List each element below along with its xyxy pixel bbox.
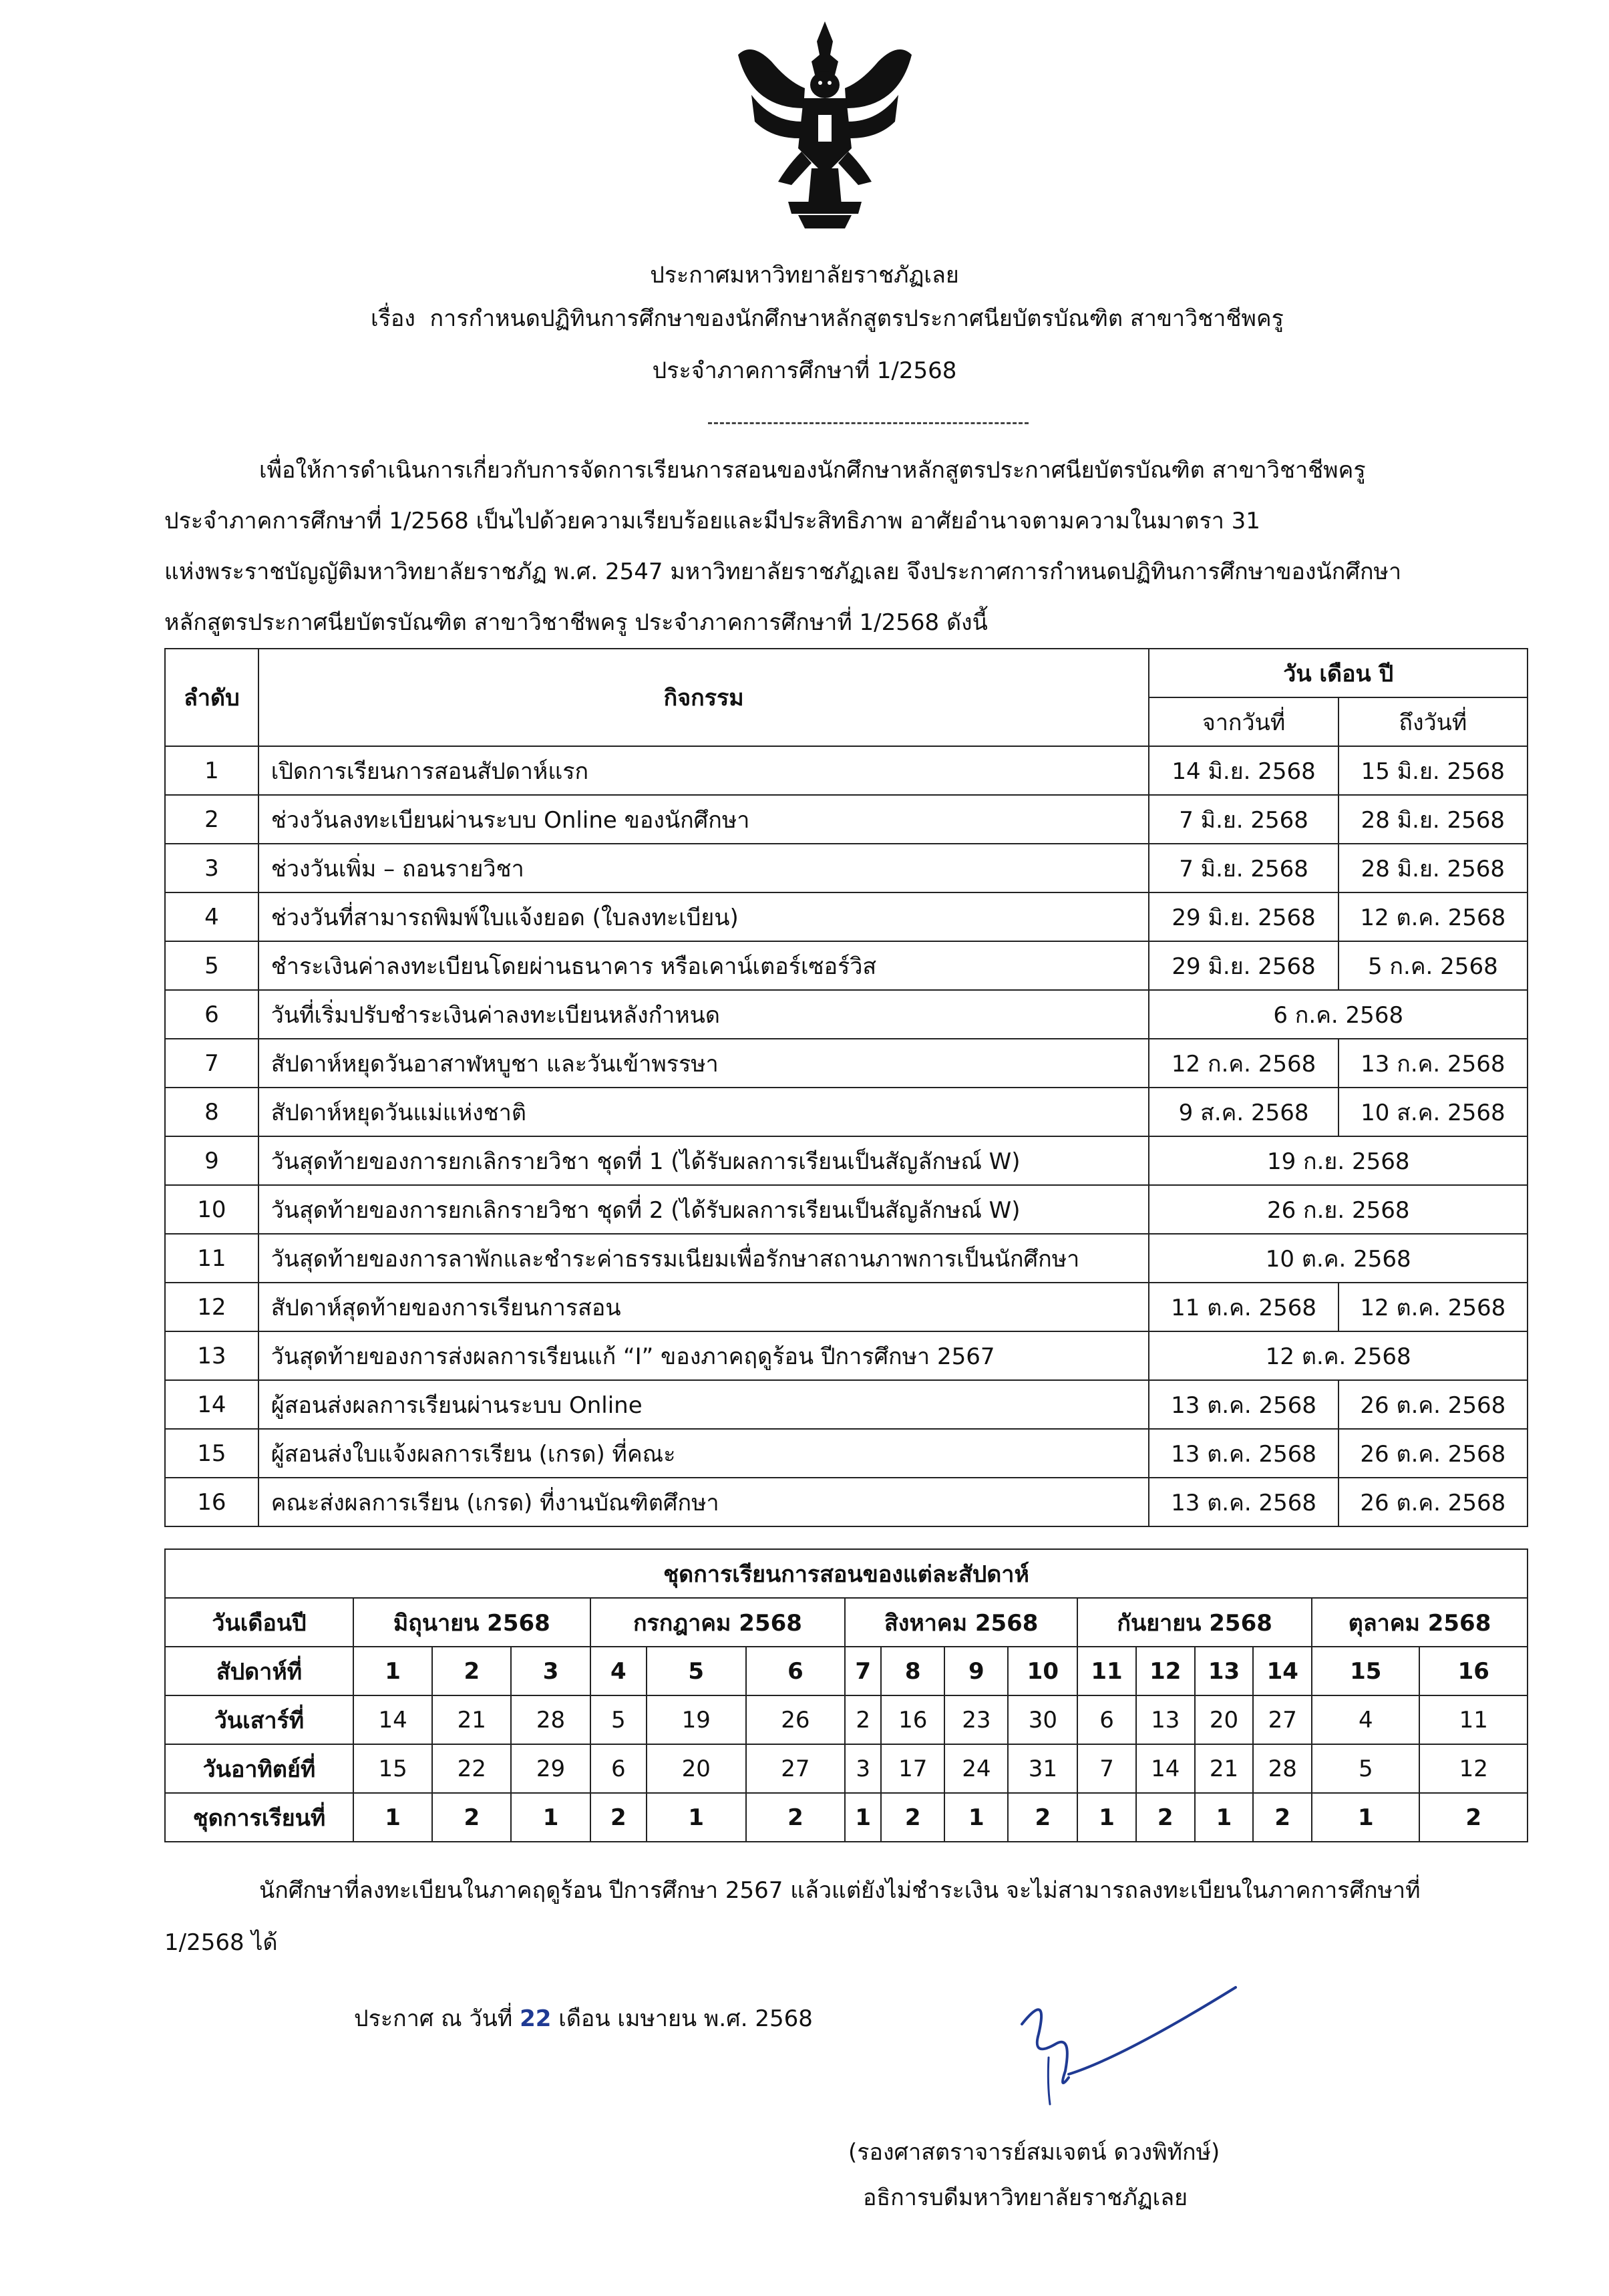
set-cell: 1 (647, 1793, 746, 1842)
row-date-to: 26 ต.ค. 2568 (1338, 1478, 1528, 1526)
week-number-cell: 1 (353, 1647, 432, 1695)
row-date-from: 13 ต.ค. 2568 (1149, 1478, 1338, 1526)
row-number: 6 (165, 990, 258, 1039)
header-from: จากวันที่ (1149, 697, 1338, 746)
table-row (165, 990, 1528, 1039)
announce-prefix: ประกาศ ณ วันที่ (354, 2005, 513, 2032)
row-activity: วันที่เริ่มปรับชำระเงินค่าลงทะเบียนหลังกำหนด (258, 990, 1149, 1039)
week-number-cell: 10 (1008, 1647, 1077, 1695)
table-row (165, 941, 1528, 990)
subject-label: เรื่อง (371, 305, 415, 332)
row-activity: ช่วงวันเพิ่ม – ถอนรายวิชา (258, 844, 1149, 892)
row-activity: ผู้สอนส่งผลการเรียนผ่านระบบ Online (258, 1380, 1149, 1429)
saturday-cell: 11 (1419, 1695, 1528, 1744)
row-date-to: 10 ส.ค. 2568 (1338, 1088, 1528, 1136)
announce-day: 22 (520, 2005, 552, 2032)
row-number: 15 (165, 1429, 258, 1478)
subject-text: การกำหนดปฏิทินการศึกษาของนักศึกษาหลักสูตรประกาศนียบัตรบัณฑิต สาขาวิชาชีพครู (429, 305, 1284, 332)
header-date: วัน เดือน ปี (1149, 649, 1528, 697)
week-number-cell: 11 (1077, 1647, 1136, 1695)
row-number: 4 (165, 892, 258, 941)
saturday-cell: 2 (845, 1695, 881, 1744)
set-cell: 2 (1419, 1793, 1528, 1842)
set-cell: 2 (432, 1793, 511, 1842)
week-number-cell: 4 (590, 1647, 647, 1695)
set-cell: 2 (746, 1793, 846, 1842)
footer-note-line-1: นักศึกษาที่ลงทะเบียนในภาคฤดูร้อน ปีการศึกษา 2567 แล้วแต่ยังไม่ชำระเงิน จะไม่สามารถลงทะเบียนในภาคการศึกษาที่ (259, 1877, 1421, 1904)
month-cell: มิถุนายน 2568 (353, 1598, 590, 1647)
sunday-cell: 15 (353, 1744, 432, 1793)
week-number-cell: 14 (1253, 1647, 1312, 1695)
row-activity: สัปดาห์หยุดวันแม่แห่งชาติ (258, 1088, 1149, 1136)
saturday-cell: 19 (647, 1695, 746, 1744)
row-activity: วันสุดท้ายของการส่งผลการเรียนแก้ “I” ของภาคฤดูร้อน ปีการศึกษา 2567 (258, 1331, 1149, 1380)
announce-suffix: เดือน เมษายน พ.ศ. 2568 (558, 2005, 813, 2032)
table-row (165, 795, 1528, 844)
row-activity: ชำระเงินค่าลงทะเบียนโดยผ่านธนาคาร หรือเคาน์เตอร์เซอร์วิส (258, 941, 1149, 990)
row-date-from: 12 ก.ค. 2568 (1149, 1039, 1338, 1088)
sunday-row (165, 1744, 1528, 1793)
sunday-cell: 20 (647, 1744, 746, 1793)
saturday-cell: 30 (1008, 1695, 1077, 1744)
row-date-from: 13 ต.ค. 2568 (1149, 1380, 1338, 1429)
row-date-to: 12 ต.ค. 2568 (1338, 1283, 1528, 1331)
table-row (165, 1429, 1528, 1478)
saturday-cell: 14 (353, 1695, 432, 1744)
week-number-cell: 7 (845, 1647, 881, 1695)
row-activity: วันสุดท้ายของการยกเลิกรายวิชา ชุดที่ 1 (ได้รับผลการเรียนเป็นสัญลักษณ์ W) (258, 1136, 1149, 1185)
row-activity: วันสุดท้ายของการยกเลิกรายวิชา ชุดที่ 2 (ได้รับผลการเรียนเป็นสัญลักษณ์ W) (258, 1185, 1149, 1234)
row-date-from: 11 ต.ค. 2568 (1149, 1283, 1338, 1331)
saturday-cell: 27 (1253, 1695, 1312, 1744)
table-row (165, 1380, 1528, 1429)
saturday-cell: 23 (944, 1695, 1008, 1744)
week-number-cell: 3 (511, 1647, 590, 1695)
month-cell: ตุลาคม 2568 (1312, 1598, 1528, 1647)
document-title: ประกาศมหาวิทยาลัยราชภัฏเลย (650, 262, 959, 289)
row-date-to: 26 ต.ค. 2568 (1338, 1429, 1528, 1478)
header-no: ลำดับ (165, 649, 258, 746)
table-row (165, 746, 1528, 795)
footer-note-line-2: 1/2568 ได้ (164, 1929, 278, 1956)
set-row (165, 1793, 1528, 1842)
sunday-cell: 24 (944, 1744, 1008, 1793)
garuda-emblem-icon (725, 15, 925, 242)
set-cell: 1 (353, 1793, 432, 1842)
row-activity: วันสุดท้ายของการลาพักและชำระค่าธรรมเนียมเพื่อรักษาสถานภาพการเป็นนักศึกษา (258, 1234, 1149, 1283)
signer-title: อธิการบดีมหาวิทยาลัยราชภัฏเลย (863, 2184, 1188, 2211)
set-cell: 1 (845, 1793, 881, 1842)
sunday-cell: 14 (1136, 1744, 1195, 1793)
academic-calendar-table (164, 648, 1528, 1527)
row-number: 16 (165, 1478, 258, 1526)
row-number: 9 (165, 1136, 258, 1185)
month-cell: กันยายน 2568 (1077, 1598, 1312, 1647)
table-row (165, 1185, 1528, 1234)
sunday-cell: 3 (845, 1744, 881, 1793)
row-date-to: 12 ต.ค. 2568 (1338, 892, 1528, 941)
signer-name: (รองศาสตราจารย์สมเจตน์ ดวงพิทักษ์) (848, 2139, 1220, 2166)
saturday-cell: 6 (1077, 1695, 1136, 1744)
week-number-cell: 15 (1312, 1647, 1419, 1695)
month-cell: สิงหาคม 2568 (845, 1598, 1077, 1647)
row-date: 10 ต.ค. 2568 (1149, 1234, 1528, 1283)
sunday-cell: 29 (511, 1744, 590, 1793)
document-subject (371, 304, 1284, 333)
sunday-cell: 12 (1419, 1744, 1528, 1793)
row-date-from: 29 มิ.ย. 2568 (1149, 941, 1338, 990)
row-number: 2 (165, 795, 258, 844)
row-activity: สัปดาห์สุดท้ายของการเรียนการสอน (258, 1283, 1149, 1331)
week-number-cell: 2 (432, 1647, 511, 1695)
row-number: 1 (165, 746, 258, 795)
row-number: 8 (165, 1088, 258, 1136)
saturday-cell: 28 (511, 1695, 590, 1744)
row-date: 6 ก.ค. 2568 (1149, 990, 1528, 1039)
sunday-cell: 7 (1077, 1744, 1136, 1793)
row-date-to: 15 มิ.ย. 2568 (1338, 746, 1528, 795)
row-date-to: 28 มิ.ย. 2568 (1338, 795, 1528, 844)
saturday-cell: 4 (1312, 1695, 1419, 1744)
calendar-rows (165, 746, 1528, 1526)
set-cell: 2 (881, 1793, 944, 1842)
row-activity: ช่วงวันที่สามารถพิมพ์ใบแจ้งยอด (ใบลงทะเบียน) (258, 892, 1149, 941)
set-cell: 1 (511, 1793, 590, 1842)
set-cell: 1 (1195, 1793, 1254, 1842)
set-cell: 1 (1312, 1793, 1419, 1842)
saturday-cell: 21 (432, 1695, 511, 1744)
sunday-cell: 27 (746, 1744, 846, 1793)
row-activity: ผู้สอนส่งใบแจ้งผลการเรียน (เกรด) ที่คณะ (258, 1429, 1149, 1478)
row-activity: สัปดาห์หยุดวันอาสาฬหบูชา และวันเข้าพรรษา (258, 1039, 1149, 1088)
weekly-title-row (165, 1549, 1528, 1598)
saturday-row (165, 1695, 1528, 1744)
table-row (165, 1478, 1528, 1526)
week-number-cell: 9 (944, 1647, 1008, 1695)
intro-line-4: หลักสูตรประกาศนียบัตรบัณฑิต สาขาวิชาชีพครู ประจำภาคการศึกษาที่ 1/2568 ดังนี้ (164, 609, 988, 636)
intro-line-2: ประจำภาคการศึกษาที่ 1/2568 เป็นไปด้วยความเรียบร้อยและมีประสิทธิภาพ อาศัยอำนาจตามความในมาตรา 31 (164, 508, 1260, 534)
row-number: 14 (165, 1380, 258, 1429)
row-date-to: 5 ก.ค. 2568 (1338, 941, 1528, 990)
table-row (165, 1331, 1528, 1380)
week-number-cell: 5 (647, 1647, 746, 1695)
row-number: 11 (165, 1234, 258, 1283)
announce-date (354, 2004, 813, 2033)
table-row (165, 844, 1528, 892)
row-date-from: 14 มิ.ย. 2568 (1149, 746, 1338, 795)
row-number: 10 (165, 1185, 258, 1234)
set-cell: 2 (590, 1793, 647, 1842)
table-row (165, 1283, 1528, 1331)
week-label: สัปดาห์ที่ (165, 1647, 353, 1695)
signature-image (1009, 1977, 1249, 2111)
week-number-cell: 13 (1195, 1647, 1254, 1695)
sunday-cell: 31 (1008, 1744, 1077, 1793)
month-cell: กรกฎาคม 2568 (590, 1598, 846, 1647)
table-row (165, 892, 1528, 941)
sunday-label: วันอาทิตย์ที่ (165, 1744, 353, 1793)
sunday-cell: 21 (1195, 1744, 1254, 1793)
row-number: 5 (165, 941, 258, 990)
row-activity: คณะส่งผลการเรียน (เกรด) ที่งานบัณฑิตศึกษา (258, 1478, 1149, 1526)
month-label: วันเดือนปี (165, 1598, 353, 1647)
set-cell: 2 (1253, 1793, 1312, 1842)
saturday-cell: 5 (590, 1695, 647, 1744)
week-number-row (165, 1647, 1528, 1695)
set-cell: 2 (1136, 1793, 1195, 1842)
table-row (165, 1234, 1528, 1283)
sunday-cell: 17 (881, 1744, 944, 1793)
row-number: 3 (165, 844, 258, 892)
saturday-label: วันเสาร์ที่ (165, 1695, 353, 1744)
week-number-cell: 6 (746, 1647, 846, 1695)
row-date-to: 13 ก.ค. 2568 (1338, 1039, 1528, 1088)
intro-line-3: แห่งพระราชบัญญัติมหาวิทยาลัยราชภัฏ พ.ศ. 2547 มหาวิทยาลัยราชภัฏเลย จึงประกาศการกำหนดปฏิทินการศึกษาของนักศึกษา (164, 558, 1402, 585)
row-date: 26 ก.ย. 2568 (1149, 1185, 1528, 1234)
set-cell: 2 (1008, 1793, 1077, 1842)
saturday-cell: 20 (1195, 1695, 1254, 1744)
sunday-cell: 22 (432, 1744, 511, 1793)
intro-line-1: เพื่อให้การดำเนินการเกี่ยวกับการจัดการเรียนการสอนของนักศึกษาหลักสูตรประกาศนียบัตรบัณฑิต สาขาวิชาชีพครู (259, 457, 1366, 484)
row-date-to: 26 ต.ค. 2568 (1338, 1380, 1528, 1429)
header-divider (708, 422, 1029, 424)
table-row (165, 1136, 1528, 1185)
table-row (165, 1039, 1528, 1088)
row-number: 7 (165, 1039, 258, 1088)
row-date-from: 9 ส.ค. 2568 (1149, 1088, 1338, 1136)
sunday-cell: 28 (1253, 1744, 1312, 1793)
week-number-cell: 8 (881, 1647, 944, 1695)
month-row (165, 1598, 1528, 1647)
row-date-from: 7 มิ.ย. 2568 (1149, 844, 1338, 892)
saturday-cell: 26 (746, 1695, 846, 1744)
set-label: ชุดการเรียนที่ (165, 1793, 353, 1842)
weekly-rows (165, 1549, 1528, 1842)
row-date-from: 13 ต.ค. 2568 (1149, 1429, 1338, 1478)
header-to: ถึงวันที่ (1338, 697, 1528, 746)
row-date-to: 28 มิ.ย. 2568 (1338, 844, 1528, 892)
document-term: ประจำภาคการศึกษาที่ 1/2568 (652, 357, 957, 384)
row-activity: เปิดการเรียนการสอนสัปดาห์แรก (258, 746, 1149, 795)
row-date: 12 ต.ค. 2568 (1149, 1331, 1528, 1380)
saturday-cell: 13 (1136, 1695, 1195, 1744)
sunday-cell: 5 (1312, 1744, 1419, 1793)
weekly-title: ชุดการเรียนการสอนของแต่ละสัปดาห์ (165, 1549, 1528, 1598)
week-number-cell: 12 (1136, 1647, 1195, 1695)
row-date: 19 ก.ย. 2568 (1149, 1136, 1528, 1185)
header-activity: กิจกรรม (258, 649, 1149, 746)
weekly-schedule-table (164, 1548, 1528, 1842)
set-cell: 1 (1077, 1793, 1136, 1842)
row-date-from: 29 มิ.ย. 2568 (1149, 892, 1338, 941)
row-number: 12 (165, 1283, 258, 1331)
table-row (165, 1088, 1528, 1136)
saturday-cell: 16 (881, 1695, 944, 1744)
row-number: 13 (165, 1331, 258, 1380)
set-cell: 1 (944, 1793, 1008, 1842)
week-number-cell: 16 (1419, 1647, 1528, 1695)
sunday-cell: 6 (590, 1744, 647, 1793)
row-date-from: 7 มิ.ย. 2568 (1149, 795, 1338, 844)
row-activity: ช่วงวันลงทะเบียนผ่านระบบ Online ของนักศึกษา (258, 795, 1149, 844)
